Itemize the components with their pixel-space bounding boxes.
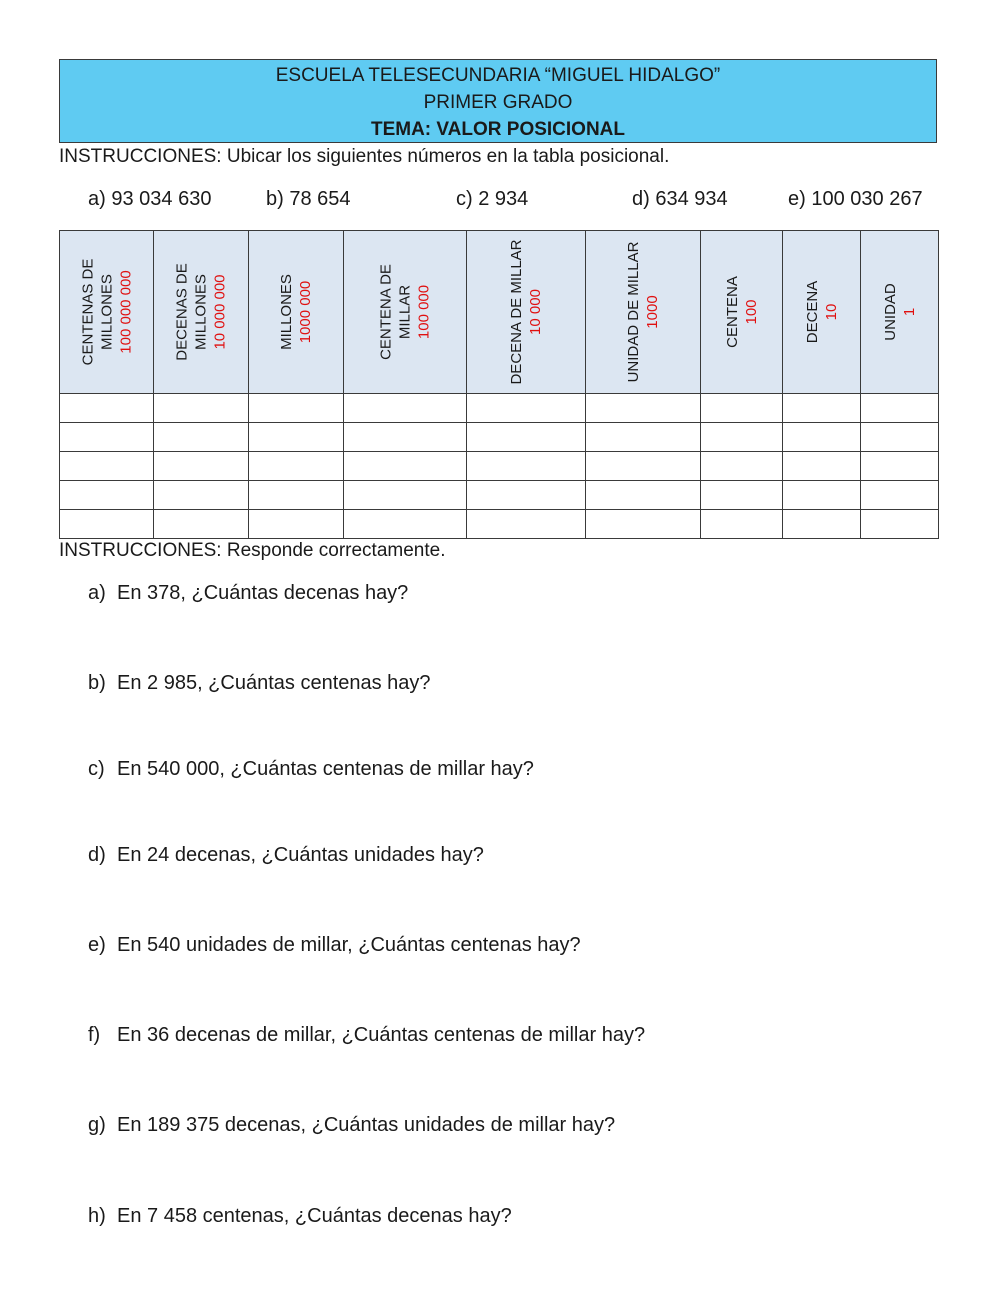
table-row xyxy=(60,481,939,510)
column-header: DECENA 10 xyxy=(783,231,861,394)
table-cell[interactable] xyxy=(467,481,586,510)
table-cell[interactable] xyxy=(249,423,344,452)
table-cell[interactable] xyxy=(586,394,701,423)
question-item: b) En 2 985, ¿Cuántas centenas hay? xyxy=(88,672,431,694)
instruction-table: INSTRUCCIONES: Ubicar los siguientes números en la tabla posicional. xyxy=(59,146,670,167)
topic-title: TEMA: VALOR POSICIONAL xyxy=(370,119,626,140)
numbers-list xyxy=(88,188,938,216)
table-cell[interactable] xyxy=(861,452,939,481)
table-cell[interactable] xyxy=(861,481,939,510)
table-cell[interactable] xyxy=(60,481,154,510)
column-header: CENTENA 100 xyxy=(701,231,783,394)
table-cell[interactable] xyxy=(701,452,783,481)
table-cell[interactable] xyxy=(586,481,701,510)
table-cell[interactable] xyxy=(861,394,939,423)
school-name: ESCUELA TELESECUNDARIA “MIGUEL HIDALGO” xyxy=(275,65,721,86)
table-row xyxy=(60,452,939,481)
place-value-table xyxy=(59,230,939,539)
table-cell[interactable] xyxy=(344,452,467,481)
question-item: f) En 36 decenas de millar, ¿Cuántas centenas de millar hay? xyxy=(88,1024,646,1046)
table-cell[interactable] xyxy=(586,510,701,539)
table-cell[interactable] xyxy=(344,510,467,539)
table-cell[interactable] xyxy=(154,452,249,481)
table-cell[interactable] xyxy=(467,510,586,539)
table-cell[interactable] xyxy=(586,423,701,452)
column-header: UNIDAD 1 xyxy=(861,231,939,394)
table-cell[interactable] xyxy=(344,423,467,452)
table-cell[interactable] xyxy=(249,394,344,423)
grade-label: PRIMER GRADO xyxy=(423,92,573,113)
table-cell[interactable] xyxy=(60,510,154,539)
instruction-questions: INSTRUCCIONES: Responde correctamente. xyxy=(59,540,446,561)
question-item: d) En 24 decenas, ¿Cuántas unidades hay? xyxy=(88,844,484,866)
table-cell[interactable] xyxy=(701,510,783,539)
table-cell[interactable] xyxy=(701,394,783,423)
table-row xyxy=(60,423,939,452)
question-item: g) En 189 375 decenas, ¿Cuántas unidades de millar hay? xyxy=(88,1114,616,1136)
column-header: DECENA DE MILLAR 10 000 xyxy=(467,231,586,394)
question-item: e) En 540 unidades de millar, ¿Cuántas centenas hay? xyxy=(88,934,581,956)
table-cell[interactable] xyxy=(249,510,344,539)
number-c: c) 2 934 xyxy=(456,188,529,210)
table-cell[interactable] xyxy=(154,481,249,510)
table-cell[interactable] xyxy=(861,423,939,452)
table-cell[interactable] xyxy=(60,394,154,423)
table-cell[interactable] xyxy=(344,481,467,510)
table-row xyxy=(60,394,939,423)
number-a: a) 93 034 630 xyxy=(88,188,212,210)
table-cell[interactable] xyxy=(783,510,861,539)
table-cell[interactable] xyxy=(467,423,586,452)
table-cell[interactable] xyxy=(60,452,154,481)
table-cell[interactable] xyxy=(249,452,344,481)
table-cell[interactable] xyxy=(60,423,154,452)
table-cell[interactable] xyxy=(861,510,939,539)
table-cell[interactable] xyxy=(154,394,249,423)
worksheet-header xyxy=(59,59,937,143)
number-e: e) 100 030 267 xyxy=(788,188,923,210)
column-header: UNIDAD DE MILLAR 1000 xyxy=(586,231,701,394)
column-header: CENTENAS DE MILLONES 100 000 000 xyxy=(60,231,154,394)
table-cell[interactable] xyxy=(783,481,861,510)
table-cell[interactable] xyxy=(249,481,344,510)
table-cell[interactable] xyxy=(783,394,861,423)
question-item: h) En 7 458 centenas, ¿Cuántas decenas hay? xyxy=(88,1205,512,1227)
table-cell[interactable] xyxy=(783,452,861,481)
table-cell[interactable] xyxy=(701,481,783,510)
column-header: CENTENA DE MILLAR 100 000 xyxy=(344,231,467,394)
table-cell[interactable] xyxy=(586,452,701,481)
column-header: MILLONES 1000 000 xyxy=(249,231,344,394)
question-item: a) En 378, ¿Cuántas decenas hay? xyxy=(88,582,409,604)
table-cell[interactable] xyxy=(467,394,586,423)
table-cell[interactable] xyxy=(154,423,249,452)
table-cell[interactable] xyxy=(344,394,467,423)
column-header: DECENAS DE MILLONES 10 000 000 xyxy=(154,231,249,394)
number-d: d) 634 934 xyxy=(632,188,728,210)
table-cell[interactable] xyxy=(783,423,861,452)
question-item: c) En 540 000, ¿Cuántas centenas de millar hay? xyxy=(88,758,534,780)
table-cell[interactable] xyxy=(701,423,783,452)
table-row xyxy=(60,510,939,539)
table-header-row xyxy=(60,231,939,394)
table-cell[interactable] xyxy=(154,510,249,539)
table-cell[interactable] xyxy=(467,452,586,481)
number-b: b) 78 654 xyxy=(266,188,351,210)
